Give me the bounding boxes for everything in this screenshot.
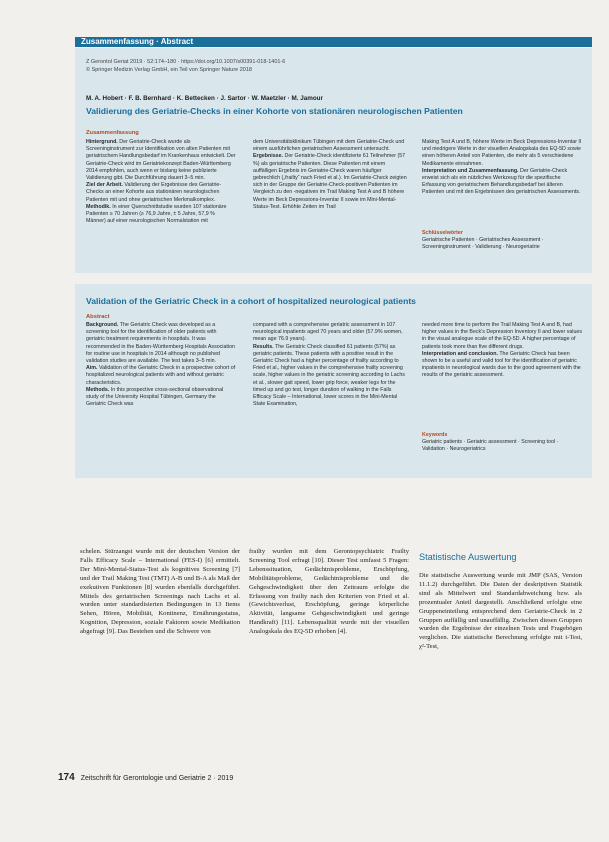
english-conclusion-paragraph: Interpretation and conclusion. The Geriatric Check has been shown to be a useful and valid tool for the identification of geriatric inpatients in neurological wards due to the good agreement with the results of the geriatric assessment. xyxy=(422,350,581,379)
body-column-3: Die statistische Auswertung wurde mit JMP (SAS, Version 11.1.2) durchgeführt. Die Daten der deskriptiven Statistik sind als Mittelwert und Standardabweichung bzw. als prozentualer Anteil dargestellt. Anschließend erfolgte eine Gruppeneinteilung entsprechend dem Geriatrie-Check in 2 Gruppen auffällig und unauffällig. Zwischen diesen Gruppen wurden die Ergebnisse der einzelnen Tests und Fragebögen verglichen. Die statistische Berechnung erfolgte mit t-Test, χ²-Test, xyxy=(419,572,582,651)
abstract-header-band xyxy=(75,37,592,47)
german-methods-paragraph: Methodik. In einer Querschnittstudie wurden 107 stationäre Patienten ≥ 70 Jahren (≥ 76,9 Jahre, ± 5 Jahre, 57,9 % Männer) auf einer neurologischen Normalstation mit xyxy=(86,203,227,225)
english-methods-continued: compared with a comprehensive geriatric assessment in 107 neurological inpatients aged 70 years and older (57.9% women, mean age 76.9 years). xyxy=(253,322,403,343)
german-abstract-column-1 xyxy=(86,139,236,265)
copyright-line: © Springer Medizin Verlag GmbH, ein Teil von Springer Nature 2018 xyxy=(86,67,252,73)
german-results-continued: Making Test A und B, höhere Werte im Beck Depressions-Inventar II und niedrigere Werte in der visuellen Analogskala des EQ-5D sowie einen höheren Anteil von Patienten, die mehr als 5 verschiedene Medikamente einnahmen. xyxy=(422,139,582,167)
english-title: Validation of the Geriatric Check in a cohort of hospitalized neurological patients xyxy=(86,296,416,306)
english-results-continued: needed more time to perform the Trail Making Test A and B, had higher values in the Beck's Depression Inventory II and lower values in the visual analogue scale of the EQ-5D. A higher percentage of patients took more than five different drugs. xyxy=(422,322,582,350)
german-results-paragraph: Ergebnisse. Der Geriatrie-Check identifizierte 61 Teilnehmer (57 %) als geriatrische Patienten. Diese Patienten mit einem auffälligen Ergebnis im Geriatrie-Check waren häufiger gebrechlich („frailty“ nach Fried et al.). Im Geriatrie-Check zeigten sich in der Gruppe der Geriatrie-Check-positiven Patienten im Vergleich zu den -negativen im Trail Making Test A und B höhere Werte im Beck Depressions-Inventar II sowie im Mini-Mental-Status-Test. Erhöhte Zeiten im Trail xyxy=(253,153,407,210)
author-list: M. A. Hobert · F. B. Bernhard · K. Bettecken · J. Sartor · W. Maetzler · M. Jamour xyxy=(86,95,323,102)
german-abstract-column-3 xyxy=(422,139,582,225)
page-footer xyxy=(58,772,233,783)
english-abstract-column-3 xyxy=(422,322,582,426)
english-abstract-column-1 xyxy=(86,322,236,472)
english-keywords-heading: Keywords xyxy=(422,432,448,438)
english-methods-paragraph: Methods. In this prospective cross-sectional observational study of the University Hospital Tübingen, Germany the Geriatric Check was xyxy=(86,386,224,408)
abstract-header-label: Zusammenfassung · Abstract xyxy=(81,37,194,46)
body-column-1: schelen. Stürzangst wurde mit der deutschen Version der Falls Efficacy Scale – International (FES-I) [6] ermittelt. Der Mini-Mental-Status-Test als kognitives Screening [7] und der Trail Making Test (TMT) A-B und B-A als Maß der exekutiven Funktionen [8] wurden ebenfalls durchgeführt. Mittels des geriatrischen Screenings nach Lachs et al. wurden unter standardisierten Bedingungen in 13 Items Sehen, Hören, Mobilität, Kontinenz, Ernährungsstatus, Kognition, Depression, soziale Faktoren sowie Medikation abgefragt [9]. Das Bestehen und die Schwere von xyxy=(80,548,240,636)
german-conclusion-paragraph: Interpretation und Zusammenfassung. Der Geriatrie-Check erweist sich als ein nützliches Werkzeug für die spezifische Erfassung von geriatrischem Behandlungsbedarf bei älteren Patienten und mit den Ergebnissen des geriatrischen Assessments. xyxy=(422,167,581,196)
journal-name: Zeitschrift für Gerontologie und Geriatrie 2 · 2019 xyxy=(80,775,234,782)
statistics-section-heading: Statistische Auswertung xyxy=(419,552,517,562)
german-abstract-column-2 xyxy=(253,139,407,265)
german-background-paragraph: Hintergrund. Der Geriatrie-Check wurde als Screeninginstrument zur Identifikation von alten Patienten mit geriatrischem Handlungsbedarf im Krankenhaus entwickelt. Der Geriatrie-Check wird im Geriatriekonzept Baden-Württemberg 2014 empfohlen, auch wenn er bislang keine publizierte Validierung gibt. Die Durchführung dauert 3–5 min. xyxy=(86,139,236,182)
german-title: Validierung des Geriatrie-Checks in einer Kohorte von stationären neurologischen Patienten xyxy=(86,106,463,116)
german-aim-paragraph: Ziel der Arbeit. Validierung der Ergebnisse des Geriatrie-Checks an einer Kohorte aus stationären neurologischen Patienten mit und ohne geriatrischen Merkmalkomplex. xyxy=(86,182,222,203)
german-section-heading: Zusammenfassung xyxy=(86,130,139,136)
citation-line: Z Gerontol Geriat 2019 · 52:174–180 · https://doi.org/10.1007/s00391-018-1401-6 xyxy=(86,59,286,65)
english-section-heading: Abstract xyxy=(86,314,110,320)
english-keywords-list: Geriatric patients · Geriatric assessment · Screening tool · Validation · Neurogeriatrics xyxy=(422,439,559,453)
german-keywords-list: Geriatrische Patienten · Geriatrisches Assessment · Screeninginstrument · Validierung · Neurogeriatrie xyxy=(422,237,544,251)
english-abstract-column-2 xyxy=(253,322,407,472)
german-keywords-heading: Schlüsselwörter xyxy=(422,230,463,236)
german-keywords xyxy=(422,230,582,266)
page-number: 174 xyxy=(58,772,75,783)
german-methods-continued: dem Universitätsklinikum Tübingen mit dem Geriatrie-Check und einem ausführlichen geriatrischen Assessment untersucht. xyxy=(253,139,405,153)
english-results-paragraph: Results. The Geriatric Check classified 61 patients (57%) as geriatric patients. These patients with a positive result in the Geriatric Check had a higher percentage of frailty according to Fried et al., higher values in the comprehensive frailty screening scale, higher values in the geriatric screening according to Lachs et al., slower gait speed, lower grip force, weaker legs for the timed up and go test, longer duration of walking in the Falls Efficacy Scale – International, lower scores in the Mini-Mental State Examination, xyxy=(253,343,405,408)
body-column-2: frailty wurden mit dem Gerontopsychiatric Frailty Screening Tool erfragt [10]. Dieser Test umfasst 5 Fragen: Lebenssituation, Gedächtnisprobleme, Erschöpfung, Mobilitätsprobleme, Gedächtnisprobleme und die Gehgeschwindigkeit über den Zeitraum erfolgte die Erfassung von frailty nach den Kriterien von Fried et al. (Gewichtsverlust, Erschöpfung, geringe körperliche Aktivität, langsame Gehgeschwindigkeit und geringe Handkraft) [11]. Lebensqualität wurde mit der visuellen Analogskala des EQ-5D erhoben [4]. xyxy=(249,548,409,636)
english-background-paragraph: Background. The Geriatric Check was developed as a screening tool for the identification of older patients with geriatric treatment requirements in hospitals. It was recommended in the Baden-Württemberg Hospitals Association for routine use in hospitals in 2014 although no published validation studies are available. The test takes 3–5 min. xyxy=(86,322,235,365)
english-aim-paragraph: Aim. Validation of the Geriatric Check in a prospective cohort of hospitalized neurological patients with and without geriatric characteristics. xyxy=(86,365,236,386)
english-keywords xyxy=(422,432,582,468)
